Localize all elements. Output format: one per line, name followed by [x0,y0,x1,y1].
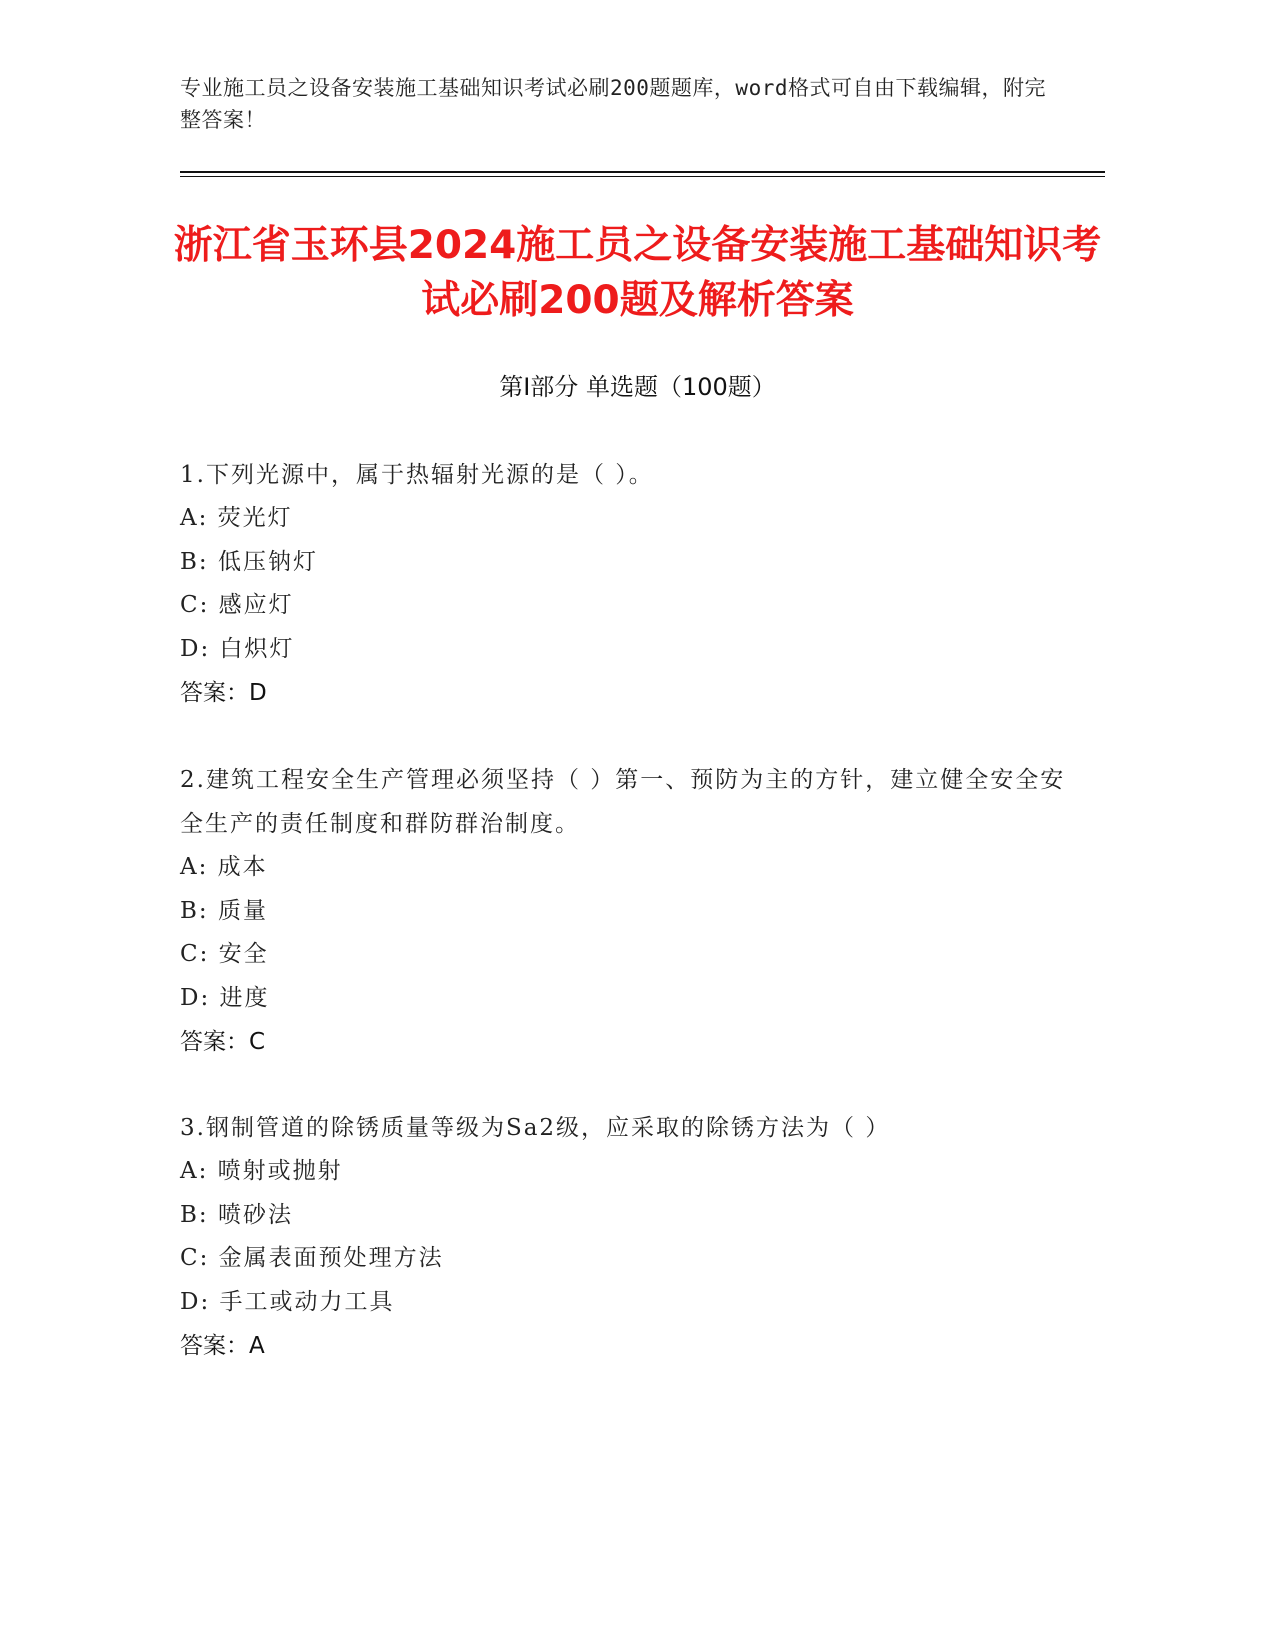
answer: 答案：C [180,1029,266,1055]
question-stem: 1.下列光源中，属于热辐射光源的是（ ）。 [180,462,654,488]
document-title: 浙江省玉环县2024施工员之设备安装施工基础知识考试必刷200题及解析答案 [173,223,1102,323]
question-3 [180,1106,1080,1368]
option-b: B: 喷砂法 [180,1201,293,1228]
option-c: C: 感应灯 [180,592,294,618]
option-d: D: 白炽灯 [180,635,295,662]
option-d: D: 手工或动力工具 [180,1288,395,1315]
option-a: A: 成本 [180,854,268,880]
option-a: A: 喷射或抛射 [180,1158,343,1184]
question-stem: 3.钢制管道的除锈质量等级为Sa2级，应采取的除锈方法为（ ） [180,1115,891,1141]
option-a: A: 荧光灯 [180,505,293,531]
header-divider-thin [180,176,1105,177]
question-1 [180,453,1080,715]
header-note: 专业施工员之设备安装施工基础知识考试必刷200题题库，word格式可自由下载编辑，附完整答案！ [180,76,1046,132]
option-b: B: 低压钠灯 [180,548,318,575]
section-heading: 第Ⅰ部分 单选题（100题） [499,373,776,401]
answer: 答案：D [180,680,267,706]
answer: 答案：A [180,1333,265,1359]
option-d: D: 进度 [180,984,270,1011]
question-2 [180,758,1080,1064]
header-divider-thick [180,171,1105,173]
option-b: B: 质量 [180,897,268,924]
option-c: C: 金属表面预处理方法 [180,1245,444,1271]
option-c: C: 安全 [180,941,269,967]
question-stem: 2.建筑工程安全生产管理必须坚持（ ）第一、预防为主的方针，建立健全安全安全生产的责任制度和群防群治制度。 [180,767,1066,837]
